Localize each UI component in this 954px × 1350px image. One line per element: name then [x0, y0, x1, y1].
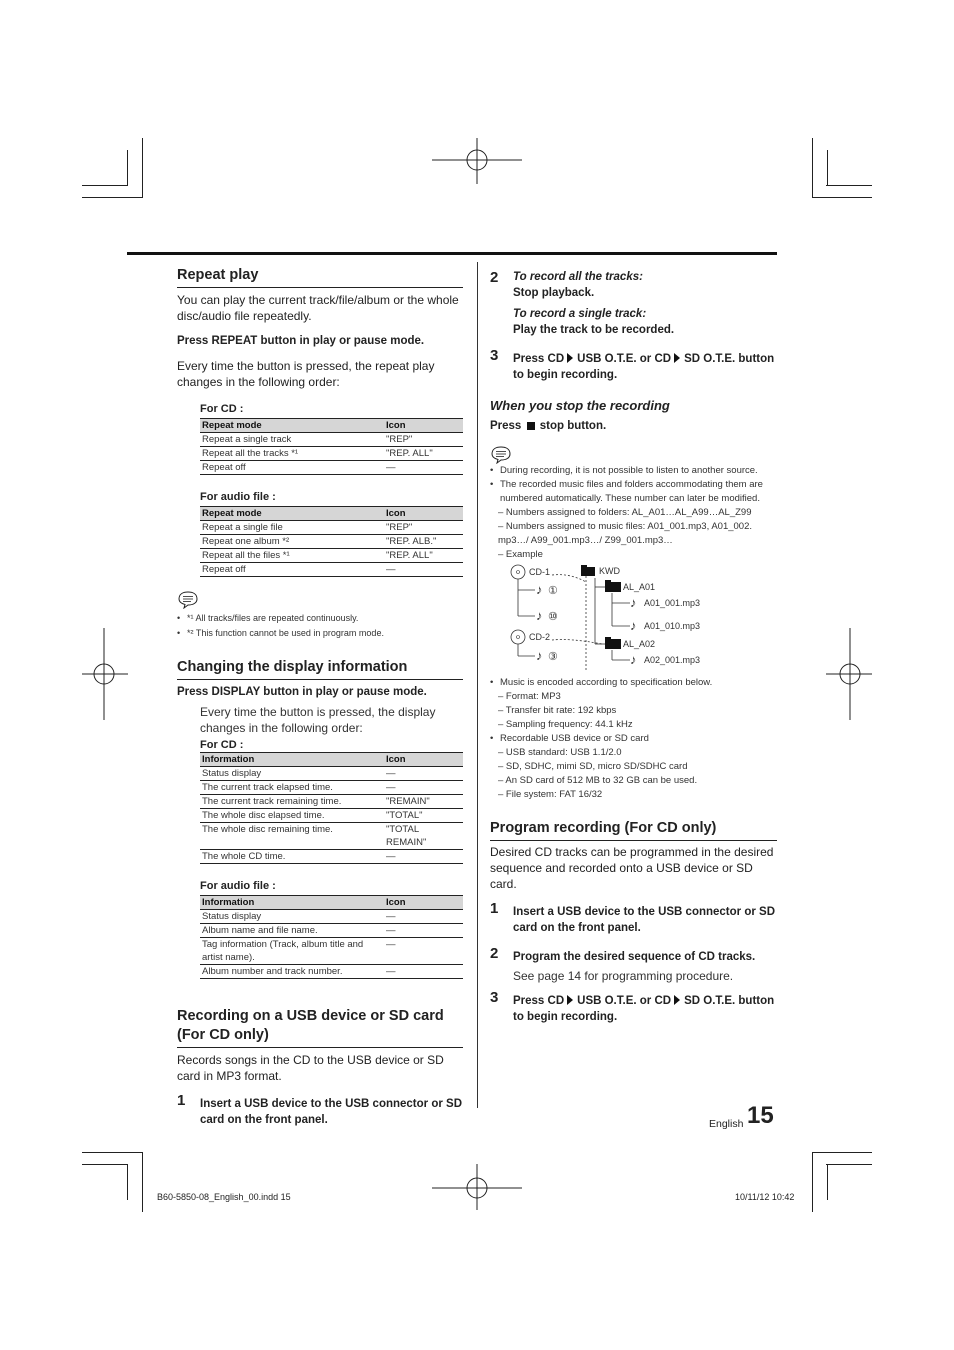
table-row: Repeat off —: [200, 461, 463, 475]
stop-recording-title: When you stop the recording: [490, 398, 670, 413]
arrow-right-icon: [567, 353, 573, 363]
table-row: The whole disc remaining time. "TOTAL REMAIN": [200, 823, 463, 850]
header-rule: [127, 252, 777, 255]
music-note-icon: ♪: [630, 652, 637, 667]
print-date: 10/11/12 10:42: [735, 1192, 795, 1202]
recording-step1: Insert a USB device to the USB connector or SD card on the front panel.: [200, 1098, 463, 1126]
display-desc: Every time the button is pressed, the display changes in the following order:: [200, 705, 436, 735]
registration-mark-icon: [432, 138, 522, 184]
column-divider: [477, 262, 478, 1108]
program-step3: Press CD USB O.T.E. or CD SD O.T.E. button to begin recording.: [513, 995, 775, 1023]
arrow-right-icon: [674, 995, 680, 1005]
repeat-intro: You can play the current track/file/album or the whole disc/audio file repeatedly.: [177, 293, 459, 323]
note-subitem: – SD, SDHC, mimi SD, micro SD/SDHC card: [498, 761, 688, 772]
cd-disc-icon: [511, 630, 525, 644]
file-info: B60-5850-08_English_00.indd 15: [157, 1192, 291, 1202]
cd1-label: CD-1: [529, 567, 551, 577]
table-row: Status display —: [200, 910, 463, 924]
note-subitem: – Numbers assigned to music files: A01_001.mp3, A01_002. mp3…/ A99_001.mp3…/ Z99_001.mp3…: [498, 521, 753, 546]
table-row: Album name and file name. —: [200, 924, 463, 938]
note-subitem: – USB standard: USB 1.1/2.0: [498, 747, 622, 758]
stop-recording-instruction: Press stop button.: [490, 420, 607, 432]
step2-single-label: To record a single track:: [513, 308, 647, 320]
music-note-icon: ♪: [536, 608, 543, 623]
step-number: 3: [490, 347, 499, 364]
note-icon: [177, 591, 199, 609]
page-number: 15: [747, 1102, 774, 1129]
repeat-cd-label: For CD :: [200, 403, 244, 415]
display-instruction: Press DISPLAY button in play or pause mode.: [177, 686, 427, 698]
table-row: Repeat all the files *¹ "REP. ALL": [200, 549, 463, 563]
registration-mark-icon: [432, 1164, 522, 1210]
repeat-audio-label: For audio file :: [200, 491, 276, 503]
folder-structure-diagram: [490, 564, 777, 672]
table-header: Icon: [384, 507, 463, 521]
table-row: Tag information (Track, album title and artist name). —: [200, 938, 463, 965]
table-header: Repeat mode: [200, 507, 384, 521]
note-subitem: – File system: FAT 16/32: [498, 789, 603, 800]
step2-all-text: Stop playback.: [513, 287, 595, 299]
music-note-icon: ♪: [630, 618, 637, 633]
file-label: A01_001.mp3: [644, 598, 701, 608]
display-cd-table: [200, 752, 463, 864]
track-number: ①: [548, 585, 558, 597]
step-number: 2: [490, 945, 499, 962]
note-icon: [490, 446, 512, 464]
root-folder-label: KWD: [599, 566, 620, 576]
step-number: 3: [490, 989, 499, 1006]
repeat-instruction: Press REPEAT button in play or pause mode.: [177, 335, 425, 347]
track-number: ③: [548, 651, 558, 663]
note-subitem: – Sampling frequency: 44.1 kHz: [498, 719, 633, 730]
right-column: [490, 266, 777, 1025]
repeat-note: • *² This function cannot be used in program mode.: [177, 626, 463, 641]
program-step1: Insert a USB device to the USB connector or SD card on the front panel.: [513, 906, 776, 934]
track-number: ⑩: [548, 611, 558, 623]
music-note-icon: ♪: [536, 582, 543, 597]
step2-all-label: To record all the tracks:: [513, 271, 643, 283]
step-number: 1: [177, 1092, 186, 1109]
program-step2: Program the desired sequence of CD tracks.: [513, 951, 756, 963]
step3-text: Press CD USB O.T.E. or CD SD O.T.E. button to begin recording.: [513, 353, 775, 381]
table-row: Status display —: [200, 767, 463, 781]
cd2-label: CD-2: [529, 632, 551, 642]
note-bullet: • During recording, it is not possible to listen to another source.: [490, 464, 777, 478]
repeat-cd-table: [200, 418, 463, 475]
program-intro: Desired CD tracks can be programmed in the desired sequence and recorded onto a USB device or SD card.: [490, 845, 774, 891]
section-title-repeat: Repeat play: [177, 266, 463, 288]
left-column: [177, 266, 463, 1128]
program-step2-sub: See page 14 for programming procedure.: [513, 969, 734, 983]
cd-disc-icon: [511, 565, 525, 579]
table-row: Repeat off —: [200, 563, 463, 577]
repeat-audio-table: [200, 506, 463, 577]
folder-icon: [605, 639, 621, 649]
recording-notes: [490, 464, 777, 562]
note-subitem: – Example: [498, 549, 543, 560]
table-row: Repeat a single track "REP": [200, 433, 463, 447]
folder-icon: [581, 567, 595, 576]
table-row: Repeat a single file "REP": [200, 521, 463, 535]
section-title-display: Changing the display information: [177, 658, 463, 680]
music-note-icon: ♪: [630, 595, 637, 610]
step2-single-text: Play the track to be recorded.: [513, 324, 675, 336]
repeat-note: • *¹ All tracks/files are repeated continuously.: [177, 611, 463, 626]
table-header: Information: [200, 896, 384, 910]
arrow-right-icon: [567, 995, 573, 1005]
table-row: The whole disc elapsed time. "TOTAL": [200, 809, 463, 823]
folder-icon: [605, 582, 621, 592]
table-row: Album number and track number. —: [200, 965, 463, 979]
note-subitem: – Format: MP3: [498, 691, 561, 702]
language-label: English: [709, 1118, 744, 1130]
display-cd-label: For CD :: [200, 739, 244, 751]
music-note-icon: ♪: [536, 648, 543, 663]
album-folder-label: AL_A01: [623, 582, 656, 592]
note-subitem: – An SD card of 512 MB to 32 GB can be used.: [498, 775, 698, 786]
note-subitem: – Numbers assigned to folders: AL_A01…AL_A99…AL_Z99: [498, 507, 752, 518]
registration-mark-icon: [82, 628, 128, 720]
table-header: Icon: [384, 753, 463, 767]
note-bullet: • The recorded music files and folders accommodating them are numbered automatically. These number can later be modified.: [490, 478, 777, 506]
table-row: The current track remaining time. "REMAIN": [200, 795, 463, 809]
display-audio-table: [200, 895, 463, 979]
table-header: Icon: [384, 419, 463, 433]
step-number: 2: [490, 269, 499, 286]
recording-intro: Records songs in the CD to the USB device or SD card in MP3 format.: [177, 1053, 444, 1083]
table-header: Information: [200, 753, 384, 767]
note-bullet: • Recordable USB device or SD card: [490, 732, 777, 746]
table-row: Repeat all the tracks *¹ "REP. ALL": [200, 447, 463, 461]
note-subitem: – Transfer bit rate: 192 kbps: [498, 705, 617, 716]
display-audio-label: For audio file :: [200, 880, 276, 892]
section-title-recording: Recording on a USB device or SD card (For CD only): [177, 1007, 463, 1048]
table-row: The whole CD time. —: [200, 850, 463, 864]
table-row: The current track elapsed time. —: [200, 781, 463, 795]
note-bullet: • Music is encoded according to specification below.: [490, 676, 777, 690]
registration-mark-icon: [826, 628, 872, 720]
file-label: A01_010.mp3: [644, 621, 701, 631]
table-header: Icon: [384, 896, 463, 910]
table-header: Repeat mode: [200, 419, 384, 433]
table-row: Repeat one album *² "REP. ALB.": [200, 535, 463, 549]
step-number: 1: [490, 900, 499, 917]
stop-square-icon: [527, 422, 535, 430]
album-folder-label: AL_A02: [623, 639, 656, 649]
section-title-program: Program recording (For CD only): [490, 819, 777, 841]
encoding-notes: [490, 676, 777, 802]
arrow-right-icon: [674, 353, 680, 363]
repeat-desc: Every time the button is pressed, the repeat play changes in the following order:: [177, 359, 435, 389]
file-label: A02_001.mp3: [644, 655, 701, 665]
